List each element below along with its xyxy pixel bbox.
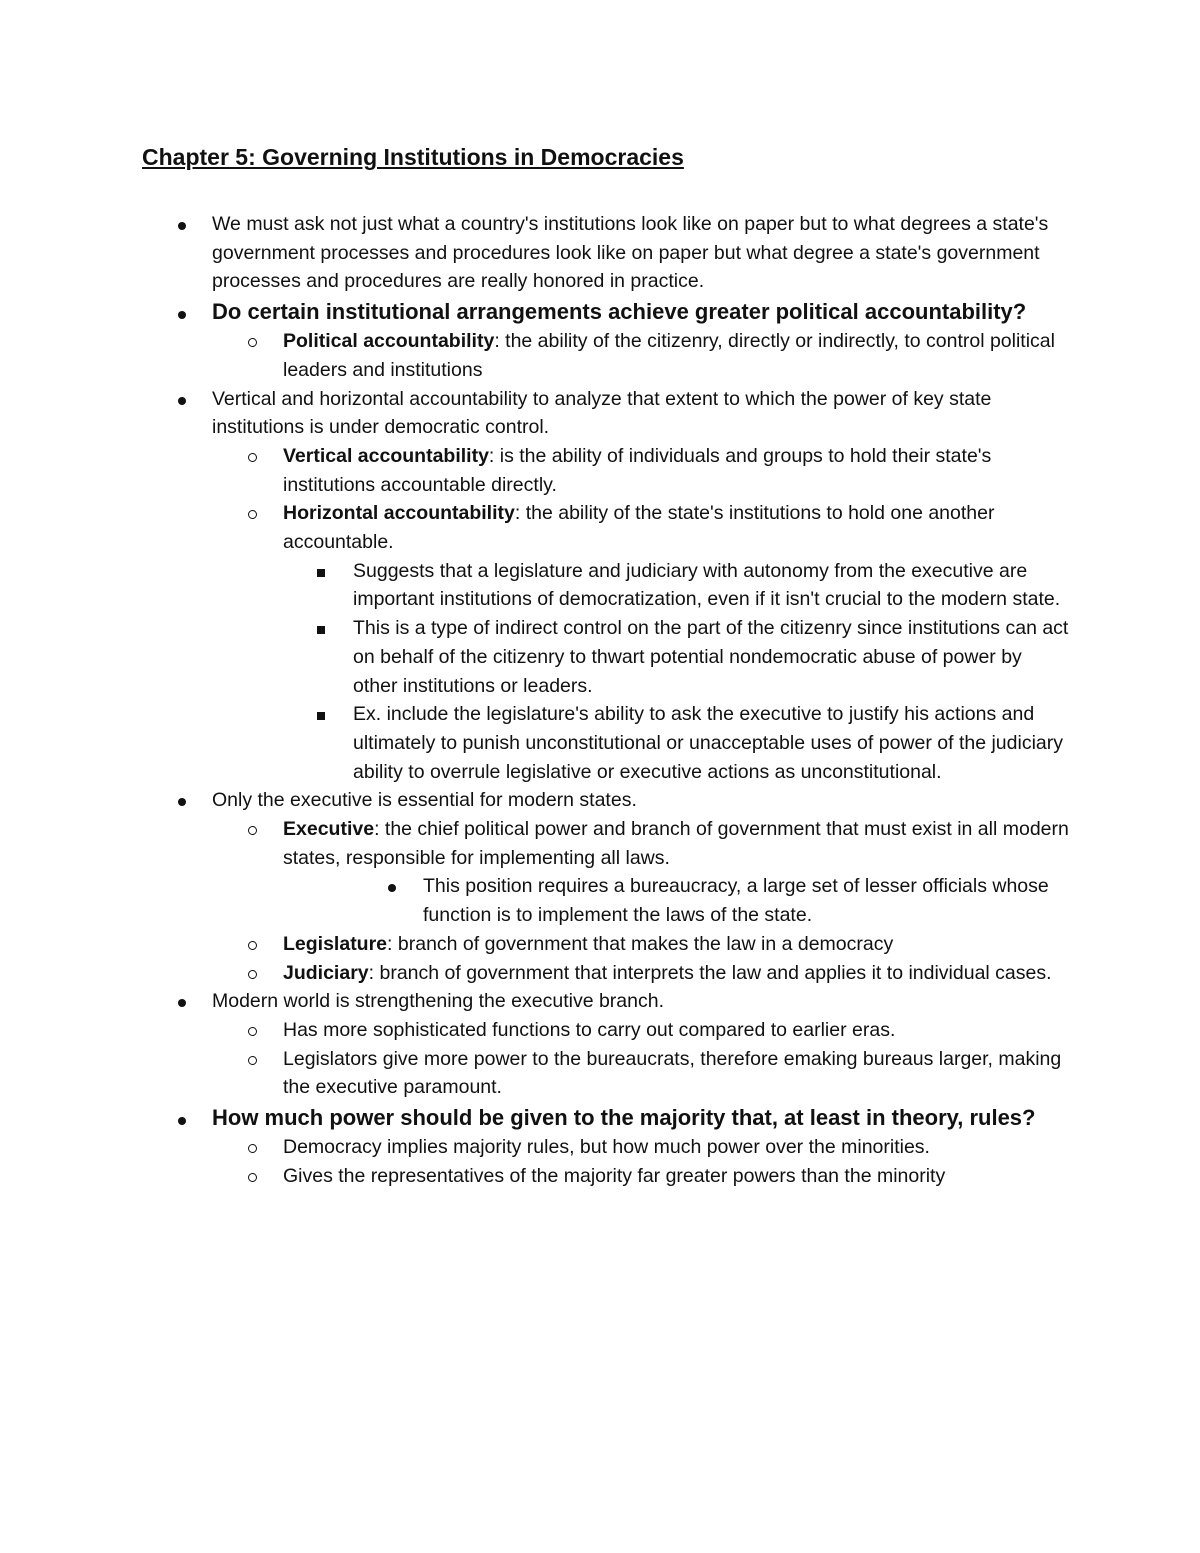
hollow-bullet-icon — [248, 1144, 257, 1153]
page-title: Chapter 5: Governing Institutions in Democracies — [142, 144, 684, 170]
square-bullet-icon — [317, 712, 325, 720]
list-item: Democracy implies majority rules, but how much power over the minorities. — [142, 1133, 1070, 1162]
question-heading: How much power should be given to the majority that, at least in theory, rules? — [142, 1102, 1070, 1133]
list-item: This is a type of indirect control on the part of the citizenry since institutions can act on behalf of the citizenry to thwart potential nondemocratic abuse of power by other institutions or leaders. — [142, 614, 1070, 700]
list-item: Legislators give more power to the bureaucrats, therefore emaking bureaus larger, making the executive paramount. — [142, 1045, 1070, 1102]
bullet-icon — [178, 1117, 186, 1125]
question-heading: Do certain institutional arrangements achieve greater political accountability? — [142, 296, 1070, 327]
bullet-icon — [178, 798, 186, 806]
list-item: Only the executive is essential for modern states. — [142, 786, 1070, 815]
hollow-bullet-icon — [248, 1056, 257, 1065]
bullet-icon — [388, 884, 396, 892]
term: Vertical accountability — [283, 444, 489, 467]
notes-list — [142, 210, 1070, 1191]
bullet-icon — [178, 222, 186, 230]
list-item: Executive: the chief political power and branch of government that must exist in all modern states, responsible for implementing all laws. — [142, 815, 1070, 872]
hollow-bullet-icon — [248, 1027, 257, 1036]
list-item: We must ask not just what a country's institutions look like on paper but to what degrees a state's government processes and procedures look like on paper but what degree a state's government processes and procedures are really honored in practice. — [142, 210, 1070, 296]
list-item: Political accountability: the ability of the citizenry, directly or indirectly, to control political leaders and institutions — [142, 327, 1070, 384]
square-bullet-icon — [317, 626, 325, 634]
term: Judiciary — [283, 961, 369, 984]
bullet-icon — [178, 999, 186, 1007]
list-item: Has more sophisticated functions to carry out compared to earlier eras. — [142, 1016, 1070, 1045]
list-item: Legislature: branch of government that makes the law in a democracy — [142, 930, 1070, 959]
list-item: Ex. include the legislature's ability to ask the executive to justify his actions and ultimately to punish unconstitutional or unacceptable uses of power of the judiciary ability to overrule legislative or executive actions as unconstitutional. — [142, 700, 1070, 786]
term: Legislature — [283, 932, 388, 955]
hollow-bullet-icon — [248, 826, 257, 835]
list-item: Suggests that a legislature and judiciary with autonomy from the executive are important institutions of democratization, even if it isn't crucial to the modern state. — [142, 557, 1070, 614]
list-item: Horizontal accountability: the ability of the state's institutions to hold one another accountable. — [142, 499, 1070, 556]
list-item: Modern world is strengthening the executive branch. — [142, 987, 1070, 1016]
term: Executive — [283, 818, 375, 841]
list-item: Vertical and horizontal accountability to analyze that extent to which the power of key state institutions is under democratic control. — [142, 385, 1070, 442]
bullet-icon — [178, 311, 186, 319]
list-item: Vertical accountability: is the ability of individuals and groups to hold their state's institutions accountable directly. — [142, 442, 1070, 499]
hollow-bullet-icon — [248, 453, 257, 462]
list-item: This position requires a bureaucracy, a large set of lesser officials whose function is to implement the laws of the state. — [142, 872, 1070, 929]
hollow-bullet-icon — [248, 510, 257, 519]
hollow-bullet-icon — [248, 1173, 257, 1182]
list-item: Gives the representatives of the majority far greater powers than the minority — [142, 1162, 1070, 1191]
hollow-bullet-icon — [248, 338, 257, 347]
term: Horizontal accountability — [283, 502, 515, 525]
hollow-bullet-icon — [248, 970, 257, 979]
term: Political accountability — [283, 330, 495, 353]
square-bullet-icon — [317, 569, 325, 577]
hollow-bullet-icon — [248, 941, 257, 950]
bullet-icon — [178, 397, 186, 405]
list-item: Judiciary: branch of government that interprets the law and applies it to individual cases. — [142, 959, 1070, 988]
